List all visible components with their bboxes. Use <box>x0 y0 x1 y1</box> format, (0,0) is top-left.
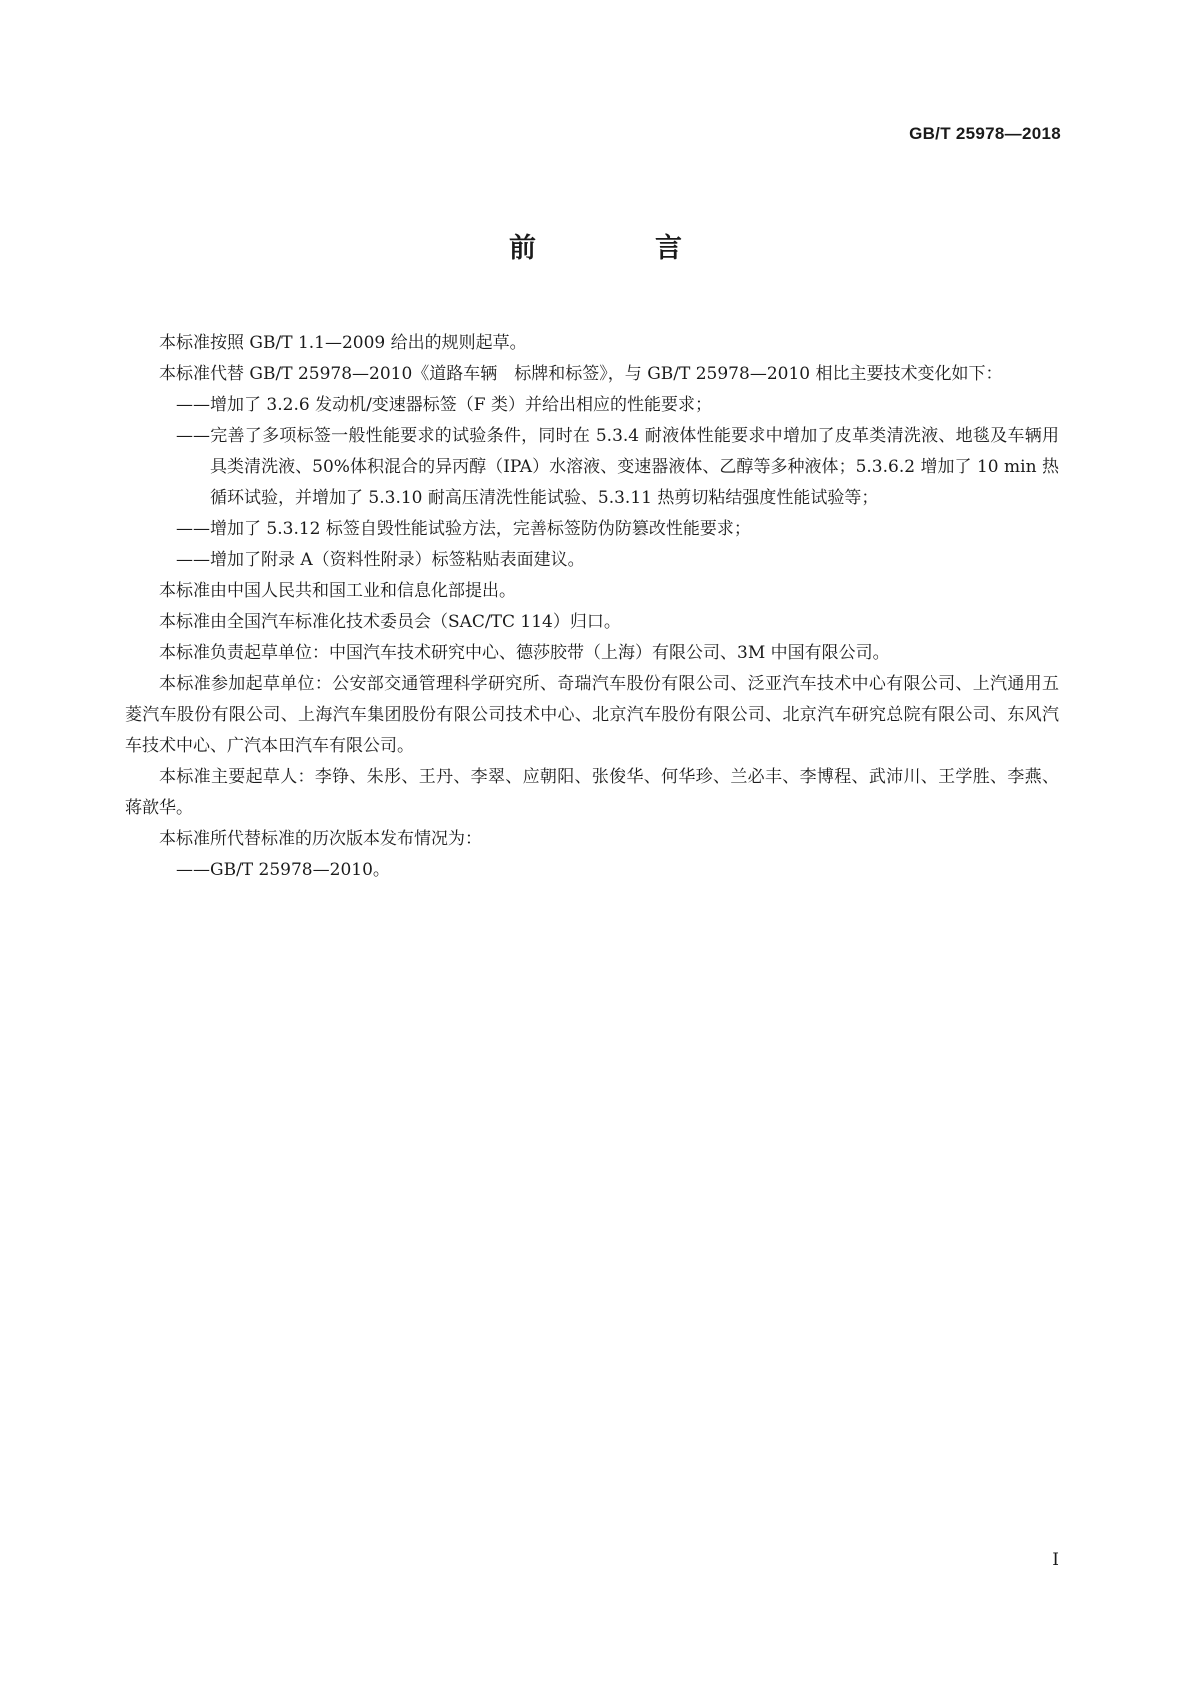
history-item-2010: ——GB/T 25978—2010。 <box>176 860 390 880</box>
paragraph-committee: 本标准由全国汽车标准化技术委员会（SAC/TC 114）归口。 <box>159 612 621 632</box>
change-item-annex-a: ——增加了附录 A（资料性附录）标签粘贴表面建议。 <box>176 550 585 570</box>
paragraph-history: 本标准所代替标准的历次版本发布情况为： <box>159 829 482 849</box>
change-item-self-destruct: ——增加了 5.3.12 标签自毁性能试验方法，完善标签防伪防篡改性能要求； <box>176 519 751 539</box>
change-item-f-class-label: ——增加了 3.2.6 发动机/变速器标签（F 类）并给出相应的性能要求； <box>176 395 712 415</box>
page-title: 前 言 <box>509 233 728 264</box>
change-item-test-conditions: ——完善了多项标签一般性能要求的试验条件，同时在 5.3.4 耐液体性能要求中增加了皮革类清洗液、地毯及车辆用具类清洗液、50%体积混合的异丙醇（IPA）水溶液、变速器液体、乙醇等多种液体；5.3.6.2 增加了 10 min 热循环试验，并增加了 5.3.10 耐高压清洗性能试验、5.3.11 热剪切粘结强度性能试验等； <box>176 426 1059 508</box>
paragraph-proposer: 本标准由中国人民共和国工业和信息化部提出。 <box>159 581 516 601</box>
paragraph-drafting-rules: 本标准按照 GB/T 1.1—2009 给出的规则起草。 <box>159 333 527 353</box>
paragraph-participating-drafters: 本标准参加起草单位：公安部交通管理科学研究所、奇瑞汽车股份有限公司、泛亚汽车技术中心有限公司、上汽通用五菱汽车股份有限公司、上海汽车集团股份有限公司技术中心、北京汽车股份有限公司、北京汽车研究总院有限公司、东风汽车技术中心、广汽本田汽车有限公司。 <box>125 674 1059 756</box>
standard-code: GB/T 25978—2018 <box>909 124 1061 143</box>
paragraph-replacement: 本标准代替 GB/T 25978—2010《道路车辆 标牌和标签》，与 GB/T 25978—2010 相比主要技术变化如下： <box>159 364 1003 384</box>
foreword-body <box>125 328 1059 886</box>
paragraph-main-authors: 本标准主要起草人：李铮、朱彤、王丹、李翠、应朝阳、张俊华、何华珍、兰必丰、李博程、武沛川、王学胜、李燕、蒋歆华。 <box>125 767 1059 818</box>
paragraph-lead-drafters: 本标准负责起草单位：中国汽车技术研究中心、德莎胶带（上海）有限公司、3M 中国有限公司。 <box>159 643 890 663</box>
page-number: I <box>1052 1550 1059 1570</box>
